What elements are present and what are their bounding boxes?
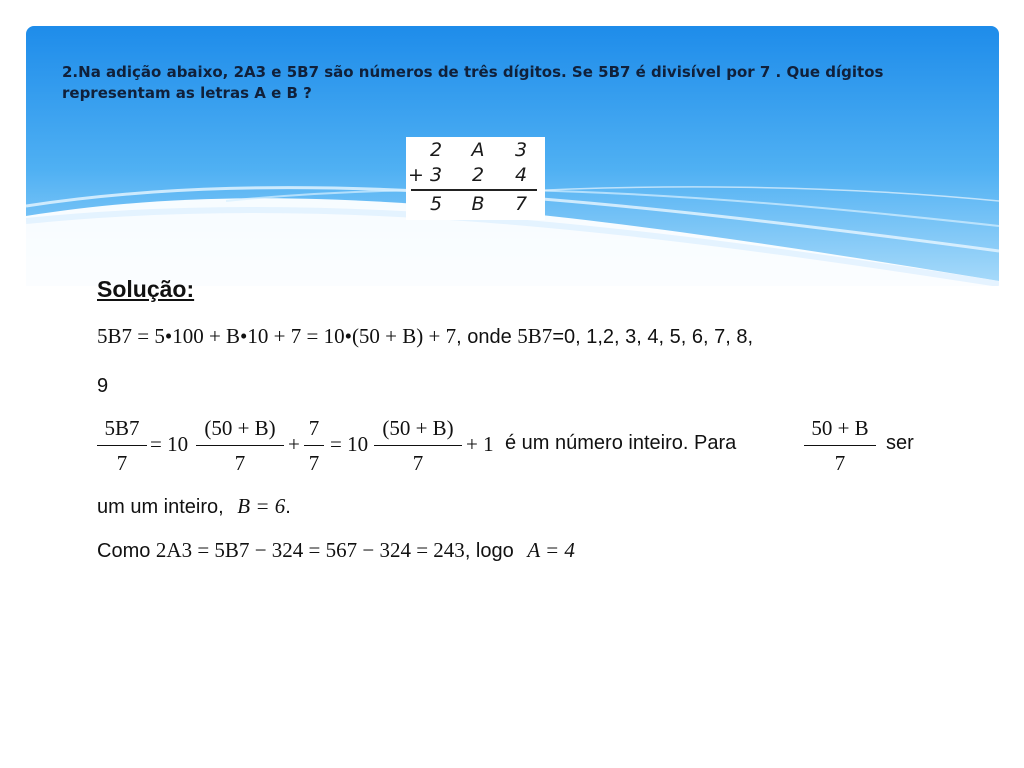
- a-equals-4: A = 4: [527, 538, 575, 562]
- fraction-denominator: 7: [308, 451, 320, 475]
- period: .: [285, 496, 291, 518]
- addition-table: [406, 137, 545, 220]
- plus-one: + 1: [466, 432, 494, 456]
- fraction-50b-over-7-second: [374, 416, 462, 476]
- fraction-5b7-over-7: [97, 416, 147, 476]
- fraction-7-over-7: [304, 416, 324, 476]
- solution-title: Solução:: [97, 276, 195, 302]
- fraction-bar: [97, 445, 147, 446]
- equals-10-second: = 10: [330, 432, 369, 456]
- b-values-last: 9: [97, 375, 109, 397]
- addition-row1-d2: A: [471, 139, 485, 161]
- equals-10: = 10: [150, 432, 189, 456]
- addition-row1-d1: 2: [429, 139, 443, 161]
- fraction-numerator: (50 + B): [204, 416, 276, 440]
- logo-text: , logo: [464, 540, 514, 562]
- addition-row2-d2: 2: [471, 164, 485, 186]
- integer-statement: é um número inteiro. Para: [505, 432, 737, 454]
- fraction-numerator: (50 + B): [382, 416, 454, 440]
- solution-line-1: [97, 324, 753, 349]
- como-text: Como: [97, 540, 151, 562]
- fraction-bar: [374, 445, 462, 446]
- var-5b7: 5B7: [517, 324, 553, 348]
- b-equals-6: B = 6: [237, 494, 286, 518]
- plus-sign: +: [288, 432, 300, 456]
- fraction-50b-over-7-condition: [804, 416, 876, 476]
- addition-result-d2: B: [471, 193, 485, 215]
- solution-line-1-cont: [97, 375, 108, 398]
- question-text: 2.Na adição abaixo, 2A3 e 5B7 são números de três dígitos. Se 5B7 é divisível por 7 . Que dígitos representam as letras A e B ?: [62, 63, 884, 102]
- fraction-numerator: 7: [308, 416, 320, 440]
- b-values-list: =0, 1,2, 3, 4, 5, 6, 7, 8,: [552, 326, 754, 348]
- addition-rule: [411, 189, 537, 191]
- addition-row2-d1: 3: [429, 164, 443, 186]
- addition-row1-d3: 3: [514, 139, 528, 161]
- fraction-denominator: 7: [834, 451, 846, 475]
- fraction-bar: [196, 445, 284, 446]
- fraction-numerator: 5B7: [104, 416, 140, 440]
- solution-line-5: [97, 538, 575, 563]
- fraction-bar: [304, 445, 324, 446]
- addition-row2-d3: 4: [514, 164, 528, 186]
- ser-text: ser: [886, 432, 914, 454]
- addition-result-d3: 7: [514, 193, 528, 215]
- 2a3-computation: 2A3 = 5B7 − 324 = 567 − 324 = 243: [155, 538, 465, 562]
- addition-plus-sign: +: [408, 164, 424, 186]
- solution-line-4: [97, 494, 291, 519]
- fraction-numerator: 50 + B: [811, 416, 869, 440]
- fraction-denominator: 7: [116, 451, 128, 475]
- fraction-50b-over-7: [196, 416, 284, 476]
- fraction-denominator: 7: [234, 451, 246, 475]
- equation-5b7-expansion: 5B7 = 5•100 + B•10 + 7 = 10•(50 + B) + 7: [97, 324, 457, 348]
- addition-result-d1: 5: [429, 193, 443, 215]
- inteiro-text: um um inteiro,: [97, 496, 224, 518]
- fraction-denominator: 7: [412, 451, 424, 475]
- onde-text: , onde: [456, 326, 512, 348]
- fraction-bar: [804, 445, 876, 446]
